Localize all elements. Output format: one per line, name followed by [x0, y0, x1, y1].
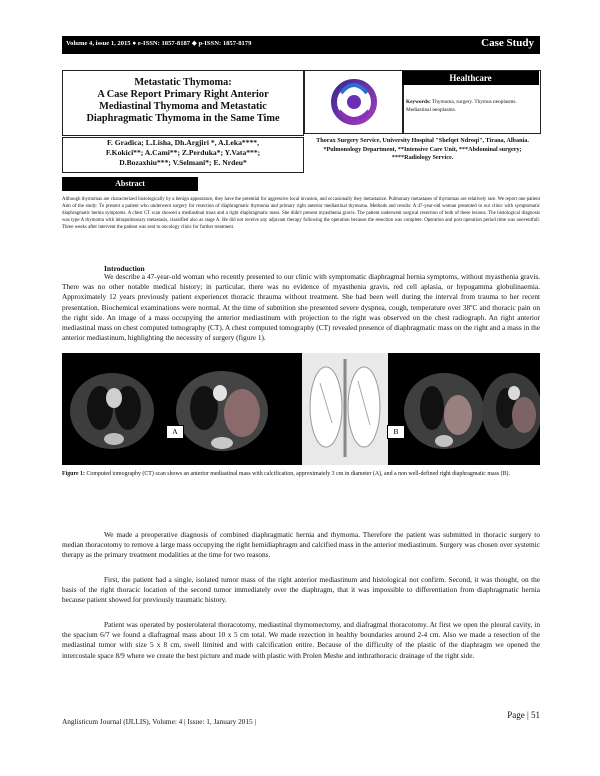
authors-line: F.Kokici**; A.Cami**; Z.Perduka*; Y.Vata***;	[105, 147, 261, 157]
keywords	[406, 98, 538, 114]
figure-label-b: B	[387, 425, 405, 439]
authors-box	[62, 137, 304, 173]
footer-citation: Anglisticum Journal (IJLLIS), Volume: 4 | Issue: 1, January 2015 |	[62, 717, 256, 726]
figure-label-a: A	[166, 425, 184, 439]
journal-info: Volume 4, issue 1, 2015 ● e-ISSN: 1857-8187 ◆ p-ISSN: 1857-8179	[66, 40, 252, 47]
ct-panel-4	[404, 373, 484, 449]
body-paragraph: Patient was operated by posterolateral thoracotomy, mediastinal thymomectomy, and diafragmal thoracotomy. At first we open the pleural cavity, in the spacium 6/7 we found a diafragmal mass about 10 x 5 cm total. We made rezection in healthy boundaries around 2-4 cm. Also we made a resection of the mediastinal tumor with size 5 x 8 cm, swell limited and with calcification entire. Because of the difficulty of the plastic of the diaphragm we opened the intercostale space 8/9 where we create the best picture and made with plastic with Prolen Meshe and inthrathoracic drainage of the right side.	[62, 620, 540, 660]
abstract-heading: Abstract	[62, 177, 198, 191]
figure-caption-label: Figure 1:	[62, 471, 85, 477]
ct-figure	[62, 353, 540, 465]
article-title-box	[62, 70, 304, 136]
abstract-text: Although thymomas are characterized histologically by a benign appearance, they have the potential for aggressive local invasion, and occasionally they metastasize. Pulmonary metastases of thymomas are relatively rare. We report one patient Aim of the study: To present a patient who underwent surgery for resection of diaphragmatic thymoma and primary right anterior mediastinal thymoma. Methods and results: A 47-year-old woman presented to our clinic with symptomatic diaphragmatic hernia symptoms. A chest CT scan showed a mediastinal mass and a right diaphragmatic mass. She didn't present myasthenia gravis. The patient underwent surgical resection of both of these lesions. The histological diagnosis was type A thymoma with intrapulmonary metastasis, classified also as stage A. He did not receive any adjuvant therapy following the operation because the resection was complete. Operation and post operation period time was uneventfull. Three weeks after intervent the patient was sent to oncology clinic for further treatment.	[62, 197, 540, 231]
section-label: Case Study	[481, 37, 534, 49]
field-label: Healthcare	[402, 71, 539, 85]
journal-header-bar	[62, 36, 540, 54]
ct-panel-coronal	[302, 353, 388, 465]
title-line: Mediastinal Thymoma and Metastatic	[99, 101, 267, 112]
ct-panel-5	[482, 373, 540, 449]
figure-caption-text: Computed tomography (CT) scan shows an anterior mediastinal mass with calcification, approximately 3 cm in diameter (A), and a non well-defined right diaphragmatic mass (B).	[86, 471, 510, 477]
figure-caption	[62, 470, 540, 478]
ct-panel-1	[70, 373, 154, 449]
keywords-text: Thymoma, surgery. Thymus neoplasms. Mediastinal neoplasms.	[406, 99, 517, 113]
body-paragraph: We made a preoperative diagnosis of combined diaphragmatic hernia and thymoma. Therefore the patient was submitted in thoracic surgery to median thoracotomy to remove a large mass occupying the right hemidiaphragm and calcified mass in the anterior mediastinum. Surgery was chosen over systemic therapy as the primary treatment modalities at the time for two reasons.	[62, 530, 540, 560]
affiliation: Thorax Surgery Service, University Hospital "Shefqet Ndroqi", Tirana, Albania. *Pulmonology Department, **Intensive Care Unit, ***Abdominal surgery; ****Radiology Service.	[316, 137, 529, 162]
introduction-text: We describe a 47-year-old woman who recently presented to our clinic with symptomatic diaphragmal hernia symptoms, without myasthenia gravis. There was no other notable medical history; in particular, there was no evidence of myasthenia gravis, red cell aplasia, or hypogamma globulinaemia. Approximately 12 years previously patient experiencet thoracic thrauma without treatment. She had been well during the interval from trauma to her recent presentation. Biochemical examinations were normal. At the time of submition she presented severe dyspnea, cough, temperature over 38ºC and thoracic pain on the right side. An image of a mass occupying the anterior mediastinum with projection to the right was observed on the chest radiograph. An right anterior mediastinal mass on chest computed tomography (CT). A chest computed tomography (CT) revealed presence of diaphragmatic mass on the right and a mass in the anterior mediastinum, highlighting the necessity of surgery (figure 1).	[62, 272, 540, 343]
authors-line: D.Bozaxhiu***; V.Selmani*; E. Nrdeu*	[119, 157, 247, 167]
keywords-label: Keywords:	[406, 99, 431, 105]
page-number: Page | 51	[507, 710, 540, 720]
title-line: A Case Report Primary Right Anterior	[97, 89, 269, 100]
body-paragraph: First, the patient had a single, isolated tumor mass of the right anterior mediastinum and histological not confirm. Second, it was thought, on the basis of the right thoracic location of the second tumor immediately over the diaphragm, that it was impossible to differentiation from diaphragmatic hernia because patient showed for previously traumatic history.	[62, 575, 540, 605]
journal-logo-box	[304, 70, 404, 134]
title-line: Diaphragmatic Thymoma in the Same Time	[86, 113, 280, 124]
ct-scan-images	[62, 353, 540, 465]
title-line: Metastatic Thymoma:	[134, 77, 232, 88]
ct-panel-2	[176, 371, 268, 451]
journal-logo	[305, 71, 403, 133]
authors-line: F. Gradica; L.Lisha, Dh.Argjiri *, A.Leka****,	[106, 138, 260, 147]
introduction-heading: Introduction	[104, 264, 145, 273]
